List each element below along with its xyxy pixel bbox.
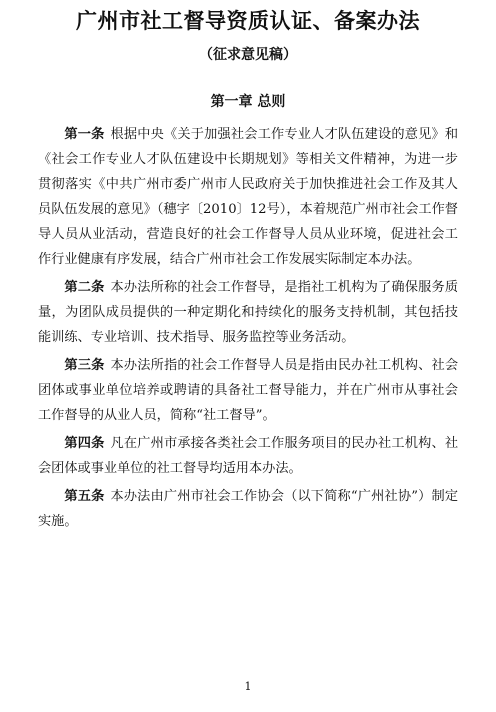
article-heading: 第四条 xyxy=(64,436,105,451)
article-text: 本办法所称的社会工作督导，是指社工机构为了确保服务质量，为团队成员提供的一种定期化和持续化的服务支持机制，其包括技能训练、专业培训、技术指导、服务监控等业务活动。 xyxy=(38,280,459,345)
article-1 xyxy=(38,122,458,272)
document-body xyxy=(38,122,458,537)
article-heading: 第五条 xyxy=(64,489,105,504)
document-subtitle: （征求意见稿） xyxy=(199,47,297,63)
article-2 xyxy=(38,275,458,350)
article-5 xyxy=(38,484,458,534)
article-4 xyxy=(38,431,458,481)
article-text: 本办法所指的社会工作督导人员是指由民办社工机构、社会团体或事业单位培养或聘请的具备社工督导能力，并在广州市从事社会工作督导的从业人员，简称“社工督导”。 xyxy=(38,358,459,423)
chapter-heading: 第一章 总则 xyxy=(210,94,286,110)
article-heading: 第一条 xyxy=(64,127,105,142)
document-title: 广州市社工督导资质认证、备案办法 xyxy=(76,9,420,33)
article-text: 凡在广州市承接各类社会工作服务项目的民办社工机构、社会团体或事业单位的社工督导均适用本办法。 xyxy=(38,436,459,476)
article-heading: 第三条 xyxy=(64,358,105,373)
article-text: 根据中央《关于加强社会工作专业人才队伍建设的意见》和《社会工作专业人才队伍建设中长期规划》等相关文件精神，为进一步贯彻落实《中共广州市委广州市人民政府关于加快推进社会工作及其人员队伍发展的意见》（穗字〔2010〕12号），本着规范广州市社会工作督导人员从业活动，营造良好的社会工作督导人员从业环境，促进社会工作行业健康有序发展，结合广州市社会工作发展实际制定本办法。 xyxy=(38,127,459,267)
article-3 xyxy=(38,353,458,428)
article-text: 本办法由广州市社会工作协会（以下简称“广州社协”）制定实施。 xyxy=(38,489,459,529)
article-heading: 第二条 xyxy=(64,280,105,295)
page-number: 1 xyxy=(244,680,252,693)
